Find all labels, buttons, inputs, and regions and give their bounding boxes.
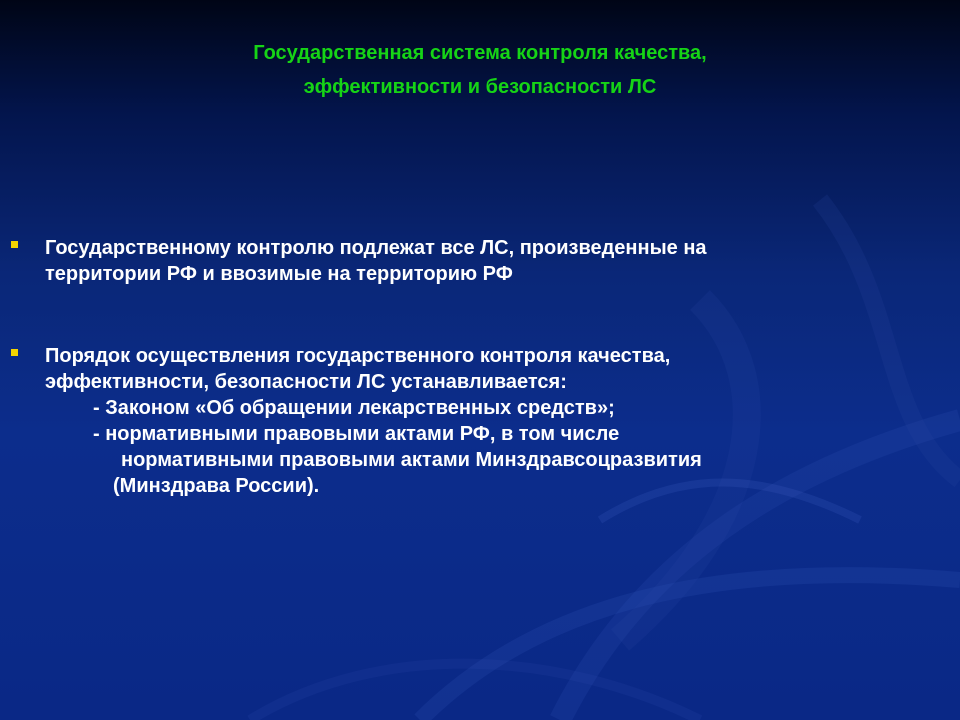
sub-item-regulations-continued: нормативными правовыми актами Минздравсоцразвития — [121, 449, 702, 471]
sub-item-regulations-ministry: (Минздрава России). — [113, 475, 320, 497]
slide-title — [60, 36, 900, 104]
slide-title-line-2: эффективности и безопасности ЛС — [303, 76, 657, 98]
bullet-square-icon — [11, 241, 18, 248]
bullet-square-icon — [11, 349, 18, 356]
bullet-item-state-control — [11, 235, 911, 287]
sub-item-regulations: - нормативными правовыми актами РФ, в том числе — [93, 423, 620, 445]
bullet-line: Порядок осуществления государственного контроля качества, — [45, 345, 671, 367]
bullet-line: территории РФ и ввозимые на территорию РФ — [45, 263, 513, 285]
slide-title-line-1: Государственная система контроля качества, — [253, 42, 707, 64]
sub-item-law: - Законом «Об обращении лекарственных средств»; — [93, 397, 615, 419]
bullet-line: Государственному контролю подлежат все ЛС, произведенные на — [45, 237, 707, 259]
bullet-line: эффективности, безопасности ЛС устанавливается: — [45, 371, 567, 393]
bullet-item-control-procedure — [11, 343, 911, 499]
bullet-text — [45, 343, 911, 499]
bullet-text — [45, 235, 911, 287]
